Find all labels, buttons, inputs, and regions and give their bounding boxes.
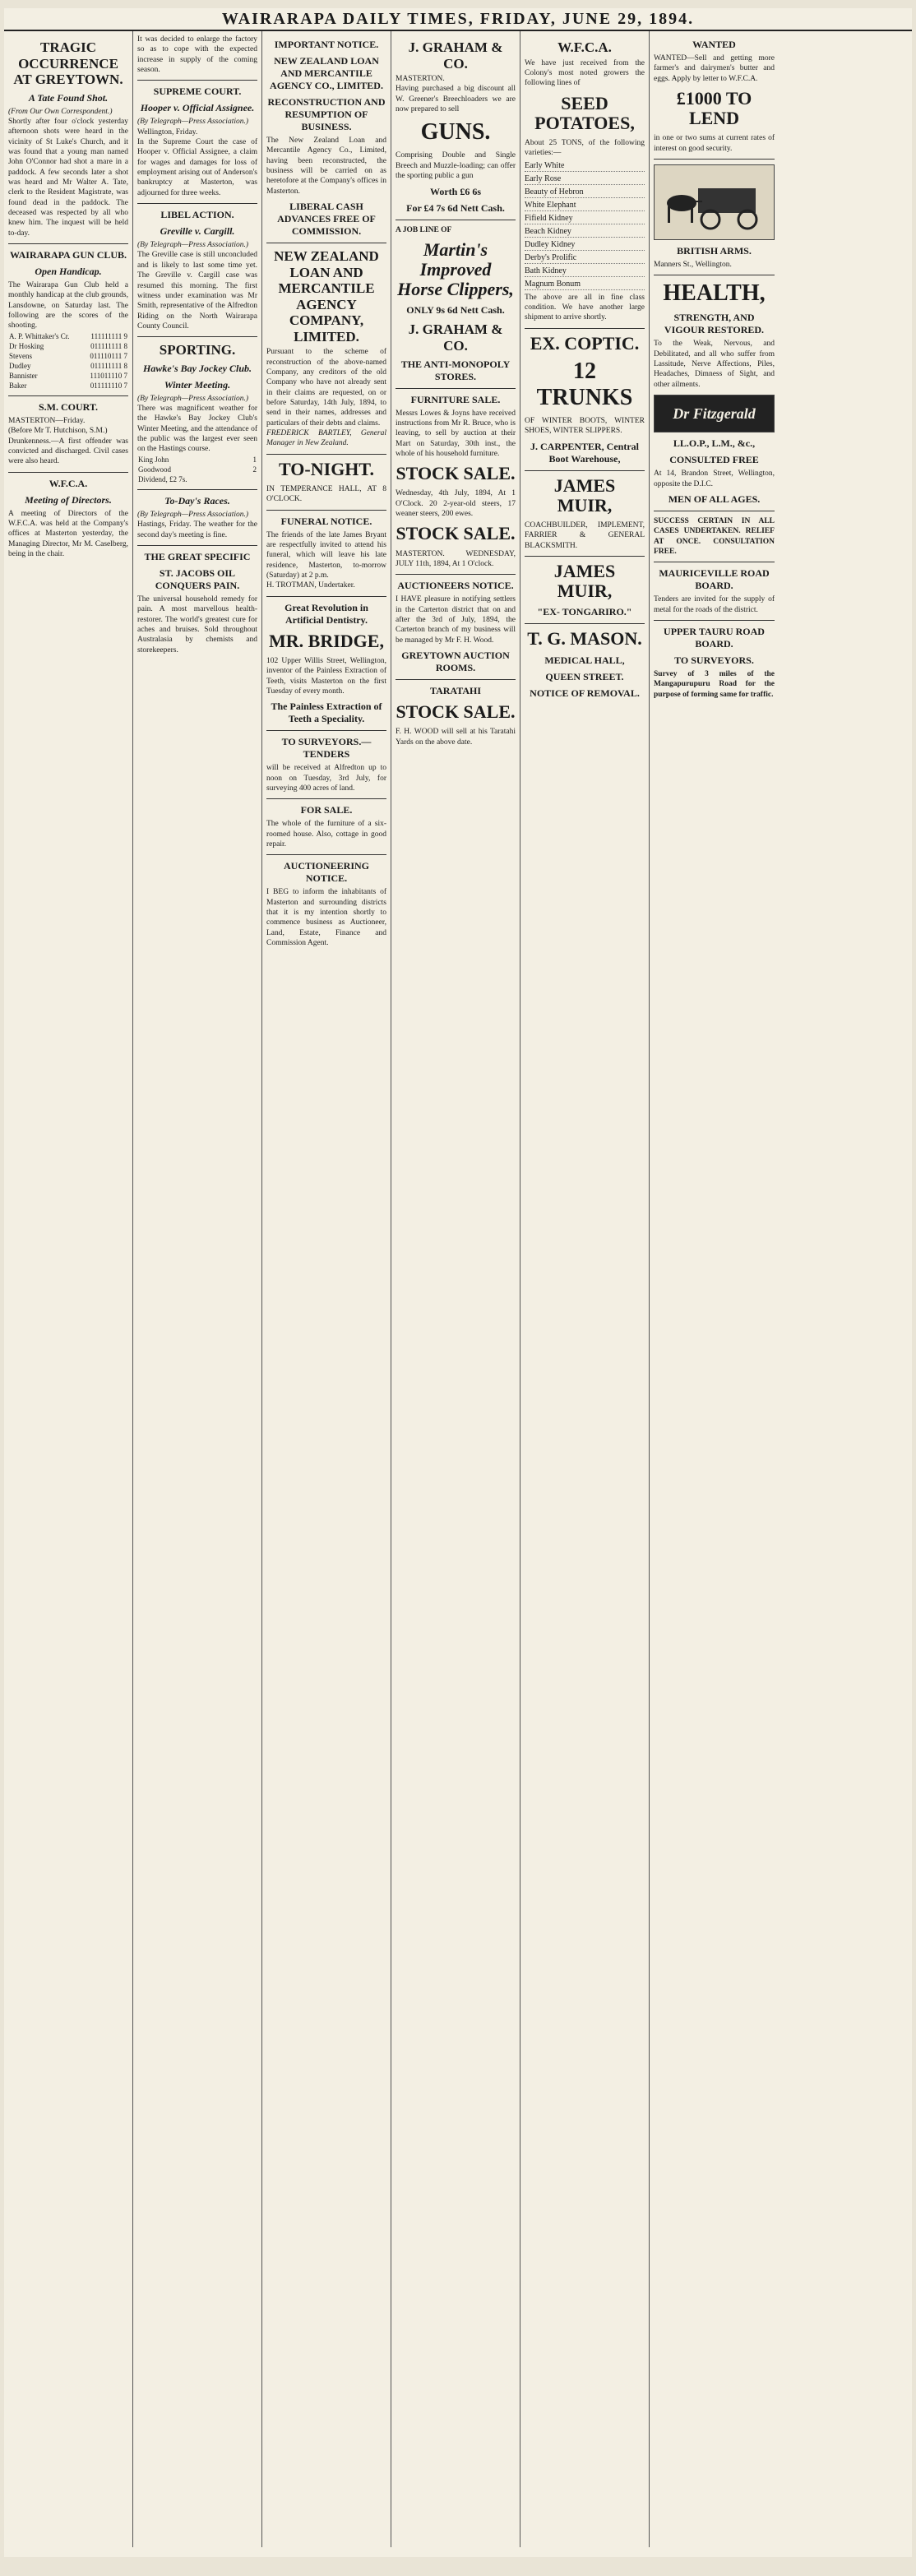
divider — [8, 243, 128, 244]
table-row — [8, 361, 128, 371]
list-item: Magnum Bonum — [525, 280, 645, 290]
table-row — [137, 455, 257, 465]
price: For £4 7s 6d Nett Cash. — [406, 201, 505, 214]
price: ONLY 9s 6d Nett Cash. — [406, 304, 505, 317]
divider — [137, 203, 257, 204]
ad-text: I BEG to inform the inhabitants of Masterton and surrounding districts that it is my intention shortly to commence business as Auctioneer, Land, Estate, Finance and Commission Agent. — [266, 888, 386, 948]
placing: 1 — [252, 455, 257, 464]
article-text: Shortly after four o'clock yesterday afternoon shots were heard in the vicinity of St Luke's Church, and it was found that a young man named John O'Connor had shot a mare in a paddock. A few seconds later a shot was heard and Mr Walter A. Tate, clerk to the Resident Magistrate, was found dead in the paddock. The deceased was respected by all who knew him. The inquest will be held to-day. — [8, 117, 128, 238]
byline: (By Telegraph—Press Association.) — [137, 394, 249, 403]
ad-headline: MAURICEVILLE ROAD BOARD. — [659, 567, 770, 592]
divider — [396, 679, 516, 680]
ad-text: Having purchased a big discount all W. Greener's Breechloaders we are now prepared to sell — [396, 85, 516, 114]
divider — [266, 596, 386, 597]
ad-headline: MR. BRIDGE, — [269, 630, 384, 651]
ad-headline: STOCK SALE. — [396, 523, 516, 544]
ad-text: Tenders are invited for the supply of metal for the roads of the district. — [654, 595, 775, 614]
ad-text: MASTERTON. — [396, 75, 445, 84]
dividend: Dividend, £2 7s. — [138, 474, 187, 483]
list-item: Dudley Kidney — [525, 240, 645, 251]
ad-headline: The Painless Extraction of Teeth a Speciality. — [271, 701, 382, 725]
score-value: 011111111 8 — [90, 361, 127, 370]
ad-headline: AUCTIONEERING NOTICE. — [283, 860, 369, 885]
signature: FREDERICK BARTLEY, General Manager in New Zealand. — [266, 429, 386, 448]
ad-text: F. H. WOOD will sell at his Taratahi Yards on the above date. — [396, 728, 516, 747]
ad-headline: STRENGTH, AND VIGOUR RESTORED. — [664, 312, 765, 336]
score-value: 011111110 7 — [90, 381, 127, 390]
undertaker: H. TROTMAN, Undertaker. — [266, 581, 355, 590]
list-item: White Elephant — [525, 201, 645, 211]
ad-headline: LL.O.P., L.M., &c., — [673, 437, 756, 450]
divider — [8, 395, 128, 396]
score-name: Baker — [9, 381, 27, 390]
ad-headline: T. G. MASON. — [527, 628, 642, 650]
ad-headline: NEW ZEALAND LOAN AND MERCANTILE AGENCY CO., LIMITED. — [270, 55, 383, 91]
ad-headline: LIBERAL CASH ADVANCES FREE OF COMMISSION. — [277, 201, 376, 238]
ad-headline: EX. COPTIC. — [530, 332, 640, 354]
ad-text: Manners St., Wellington. — [654, 261, 732, 270]
headline-tragic: TRAGIC OCCURRENCE AT GREYTOWN. — [13, 39, 123, 88]
ad-headline: J. CARPENTER, Central Boot Warehouse, — [530, 440, 639, 465]
dateline: MASTERTON—Friday. — [8, 416, 86, 425]
ad-text: IN TEMPERANCE HALL, AT 8 O'CLOCK. — [266, 484, 386, 504]
article-text: There was magnificent weather for the Hawke's Bay Jockey Club's Winter Meeting, and the attendance of the public was the largest ever seen on the Hastings course. — [137, 405, 257, 454]
ad-text: will be received at Alfredton up to noon on Tuesday, 3rd July, for surveying 400 acres of land. — [266, 764, 386, 793]
subhead-directors: Meeting of Directors. — [25, 493, 112, 506]
table-row — [137, 465, 257, 474]
columns — [4, 31, 912, 2547]
divider — [8, 472, 128, 473]
column-3 — [262, 31, 391, 2547]
variety-list — [525, 161, 645, 290]
placing — [246, 474, 257, 484]
divider — [266, 854, 386, 855]
subhead-jockey-club: Hawke's Bay Jockey Club. — [143, 362, 252, 374]
list-item: Early Rose — [525, 174, 645, 185]
headline-wfca: W.F.C.A. — [49, 477, 88, 489]
headline-sporting: SPORTING. — [159, 342, 236, 358]
ad-text: Survey of 3 miles of the Mangapurupuru Road for the purpose of forming same for traffic. — [654, 669, 775, 699]
column-1 — [4, 31, 133, 2547]
ad-headline: W.F.C.A. — [557, 39, 612, 55]
divider — [396, 388, 516, 389]
list-item: Beach Kidney — [525, 227, 645, 238]
table-row — [8, 381, 128, 391]
list-item: Derby's Prolific — [525, 253, 645, 264]
headline-supreme-court: SUPREME COURT. — [153, 86, 242, 98]
ad-headline: RECONSTRUCTION AND RESUMPTION OF BUSINESS. — [267, 96, 386, 132]
article-text: The Greville case is still unconcluded and is likely to last some time yet. The Greville v. Cargill case was resumed this morning. The first witness under examination was Mr Smith, representative of the Alfredton Riding on the North Wairarapa County Council. — [137, 251, 257, 331]
column-5 — [520, 31, 650, 2547]
ad-text: The whole of the furniture of a six-roomed house. Also, cottage in good repair. — [266, 820, 386, 849]
table-row — [8, 371, 128, 381]
ad-headline: JAMES MUIR, — [553, 560, 616, 602]
byline: (By Telegraph—Press Association.) — [137, 510, 249, 519]
score-name: Bannister — [9, 371, 38, 380]
ad-headline: Great Revolution in Artificial Dentistry. — [285, 601, 368, 626]
subhead-tate: A Tate Found Shot. — [28, 91, 109, 104]
ad-headline: TO-NIGHT. — [279, 458, 374, 479]
list-item: Bath Kidney — [525, 266, 645, 277]
ad-headline: QUEEN STREET. — [545, 670, 624, 682]
ad-headline: TO SURVEYORS.—TENDERS — [281, 736, 372, 761]
article-text: It was decided to enlarge the factory so as to cope with the expected increase in supply of the coming season. — [137, 35, 257, 75]
subhead-handicap: Open Handicap. — [35, 266, 102, 278]
divider — [525, 623, 645, 624]
score-name: Stevens — [9, 351, 32, 360]
divider — [266, 730, 386, 731]
ad-text: Comprising Double and Single Breech and Muzzle-loading; can offer the sporting public a gun — [396, 151, 516, 181]
ad-headline: GUNS. — [420, 119, 491, 146]
byline: (By Telegraph—Press Association.) — [137, 118, 249, 127]
subhead-winter-meeting: Winter Meeting. — [164, 378, 231, 391]
race-results — [137, 455, 257, 484]
ad-text: SUCCESS CERTAIN IN ALL CASES UNDERTAKEN. RELIEF AT ONCE. CONSULTATION FREE. — [654, 516, 775, 556]
ad-headline: CONSULTED FREE — [669, 454, 759, 466]
ad-headline: THE ANTI-MONOPOLY STORES. — [400, 358, 511, 382]
masthead: WAIRARAPA DAILY TIMES, FRIDAY, JUNE 29, 1894. — [4, 8, 912, 31]
table-row — [8, 351, 128, 361]
divider — [525, 328, 645, 329]
ad-text: in one or two sums at current rates of interest on good security. — [654, 134, 775, 153]
ad-headline: Martin's Improved Horse Clippers, — [397, 238, 514, 300]
article-text: The Wairarapa Gun Club held a monthly handicap at the club grounds, Lansdowne, on Saturday last. The following are the scores of the shooting. — [8, 281, 128, 331]
table-row — [8, 341, 128, 351]
score-value: 111011110 7 — [90, 371, 127, 380]
divider — [396, 574, 516, 575]
article-text: A meeting of Directors of the W.F.C.A. was held at the Company's offices at Masterton yesterday, the Managing Director, Mr M. Caselberg, being in the chair. — [8, 509, 128, 558]
scores-table — [8, 331, 128, 391]
divider — [654, 620, 775, 621]
article-text: Hastings, Friday. The weather for the second day's meeting is fine. — [137, 520, 257, 539]
carriage-icon — [661, 173, 768, 231]
byline: (From Our Own Correspondent.) — [8, 107, 113, 116]
ad-headline: MEN OF ALL AGES. — [668, 493, 761, 505]
ad-headline: FOR SALE. — [300, 804, 353, 816]
ad-headline: GREYTOWN AUCTION ROOMS. — [401, 650, 510, 674]
score-name: Dudley — [9, 361, 31, 370]
ad-headline: THE GREAT SPECIFIC — [144, 550, 251, 562]
ad-text: WANTED—Sell and getting more farmer's and dairymen's butter and eggs. Apply by letter to W.F.C.A. — [654, 54, 775, 83]
newspaper-page — [4, 8, 912, 2557]
divider — [266, 454, 386, 455]
table-row — [137, 474, 257, 484]
ad-headline: "EX- TONGARIRO." — [537, 606, 632, 618]
ad-headline: IMPORTANT NOTICE. — [274, 39, 379, 50]
score-value: 111111111 9 — [90, 331, 127, 340]
ad-text: OF WINTER BOOTS, WINTER SHOES, WINTER SLIPPERS. — [525, 416, 645, 436]
ad-text: Pursuant to the scheme of reconstruction of the above-named Company, any creditors of the old Company who have not already sent in their claims are requested, on or before Saturday, 14th July, 1894, to send in their names, addresses and particulars of their debts and claims. — [266, 348, 386, 428]
ad-headline: WANTED — [692, 39, 736, 50]
ad-headline: TO SURVEYORS. — [674, 654, 754, 666]
ad-headline: J. GRAHAM & CO. — [408, 321, 503, 354]
divider — [525, 470, 645, 471]
divider — [266, 510, 386, 511]
ad-headline: FURNITURE SALE. — [410, 393, 501, 405]
column-2 — [133, 31, 262, 2547]
ad-text: COACHBUILDER, IMPLEMENT, FARRIER & GENERAL BLACKSMITH. — [525, 520, 645, 550]
ad-headline: STOCK SALE. — [396, 701, 516, 723]
ad-headline: TARATAHI — [429, 685, 481, 697]
ad-text: At 14, Brandon Street, Wellington, opposite the D.I.C. — [654, 469, 775, 488]
divider — [137, 336, 257, 337]
ad-headline: NOTICE OF REMOVAL. — [530, 687, 640, 699]
divider — [137, 545, 257, 546]
headline-funeral: FUNERAL NOTICE. — [280, 515, 372, 527]
ad-text: About 25 TONS, of the following varieties:— — [525, 138, 645, 158]
ad-headline: £1000 TO LEND — [676, 88, 752, 129]
ad-text: I HAVE pleasure in notifying settlers in the Carterton district that on and after the 3rd of July, 1894, the Carterton branch of my business will be managed by Mr F. H. Wood. — [396, 595, 516, 645]
column-4 — [391, 31, 520, 2547]
article-text: In the Supreme Court the case of Hooper v. Official Assignee, a claim for wages and damages for loss of employment arising out of Anderson's bankruptcy at Masterton, was adjourned for three weeks. — [137, 138, 257, 197]
ad-text: The New Zealand Loan and Mercantile Agency Co., Limited, having been reconstructed, the business will be carried on as heretofore at the Company's offices in Masterton. — [266, 136, 386, 196]
horse-name: Goodwood — [138, 465, 171, 474]
placing: 2 — [252, 465, 257, 474]
score-value: 011110111 7 — [90, 351, 127, 360]
article-text: Drunkenness.—A first offender was convicted and discharged. Civil cases were also heard. — [8, 437, 128, 466]
dateline: Wellington, Friday. — [137, 127, 198, 136]
ad-headline: JAMES MUIR, — [553, 474, 616, 516]
ad-text: To the Weak, Nervous, and Debilitated, and all who suffer from Lassitude, Nerve Affections, Piles, Headaches, Dimness of Sight, and other ailments. — [654, 340, 775, 389]
subhead-greville: Greville v. Cargill. — [160, 225, 235, 238]
ad-headline: MEDICAL HALL, — [544, 654, 625, 666]
divider — [137, 80, 257, 81]
score-name: Dr Hosking — [9, 341, 44, 350]
notice-text: The friends of the late James Bryant are respectfully invited to attend his funeral, which will leave his late residence, Masterton, to-morrow (Saturday) at 2 p.m. — [266, 530, 386, 580]
headline-sm-court: S.M. COURT. — [38, 400, 99, 413]
table-row — [8, 331, 128, 341]
list-item: Early White — [525, 161, 645, 172]
horse-name: King John — [138, 455, 169, 464]
list-item: Beauty of Hebron — [525, 187, 645, 198]
ad-headline: UPPER TAURU ROAD BOARD. — [664, 625, 765, 650]
ad-headline: AUCTIONEERS NOTICE. — [397, 580, 514, 592]
ad-text: Wednesday, 4th July, 1894, At 1 O'Clock. 20 2-year-old steers, 17 weaner steers, 200 ewes. — [396, 489, 516, 519]
column-6 — [650, 31, 779, 2547]
horse-carriage-illustration — [654, 164, 775, 240]
ad-headline: 12 TRUNKS — [536, 358, 633, 410]
divider — [654, 159, 775, 160]
divider — [525, 556, 645, 557]
ad-headline: ST. JACOBS OIL CONQUERS PAIN. — [155, 567, 240, 591]
divider — [137, 489, 257, 490]
ad-text: A JOB LINE OF — [396, 225, 452, 234]
ad-headline: SEED POTATOES, — [534, 92, 635, 133]
ad-text: MASTERTON. WEDNESDAY, JULY 11th, 1894, At 1 O'clock. — [396, 549, 516, 568]
ad-headline: HEALTH, — [663, 280, 766, 307]
ad-headline: STOCK SALE. — [396, 463, 516, 484]
ad-headline: BRITISH ARMS. — [677, 245, 752, 257]
ad-text: We have just received from the Colony's most noted growers the following lines of — [525, 58, 645, 88]
ad-text: Messrs Lowes & Joyns have received instructions from Mr R. Bruce, who is leaving, to sell by auction at their Mart on Saturday, 30th inst., the whole of his household furniture. — [396, 409, 516, 458]
score-name: A. P. Whittaker's Cr. — [9, 331, 70, 340]
subhead-hooper: Hooper v. Official Assignee. — [140, 102, 255, 114]
list-item: Fifield Kidney — [525, 214, 645, 224]
byline: (By Telegraph—Press Association.) — [137, 241, 249, 250]
ad-headline: J. GRAHAM & CO. — [408, 39, 503, 72]
headline-gun-club: WAIRARAPA GUN CLUB. — [9, 249, 127, 261]
headline-libel: LIBEL ACTION. — [160, 209, 234, 221]
divider — [266, 798, 386, 799]
signature-block: Dr Fitzgerald — [654, 395, 775, 432]
byline: (Before Mr T. Hutchison, S.M.) — [8, 427, 108, 436]
ad-text: The universal household remedy for pain. A most marvellous health-restorer. The world's greatest cure for aches and bruises. Sold throughout Australasia by chemists and storekeepers. — [137, 594, 257, 654]
score-value: 011111111 8 — [90, 341, 127, 350]
price: Worth £6 6s — [429, 185, 481, 197]
headline-todays-races: To-Day's Races. — [164, 494, 230, 506]
ad-text: The above are all in fine class condition. We have another large shipment to arrive shortly. — [525, 293, 645, 322]
ad-headline: NEW ZEALAND LOAN AND MERCANTILE AGENCY COMPANY, LIMITED. — [274, 248, 379, 345]
ad-text: 102 Upper Willis Street, Wellington, inventor of the Painless Extraction of Teeth, visits Masterton on the first Tuesday of every month. — [266, 656, 386, 696]
